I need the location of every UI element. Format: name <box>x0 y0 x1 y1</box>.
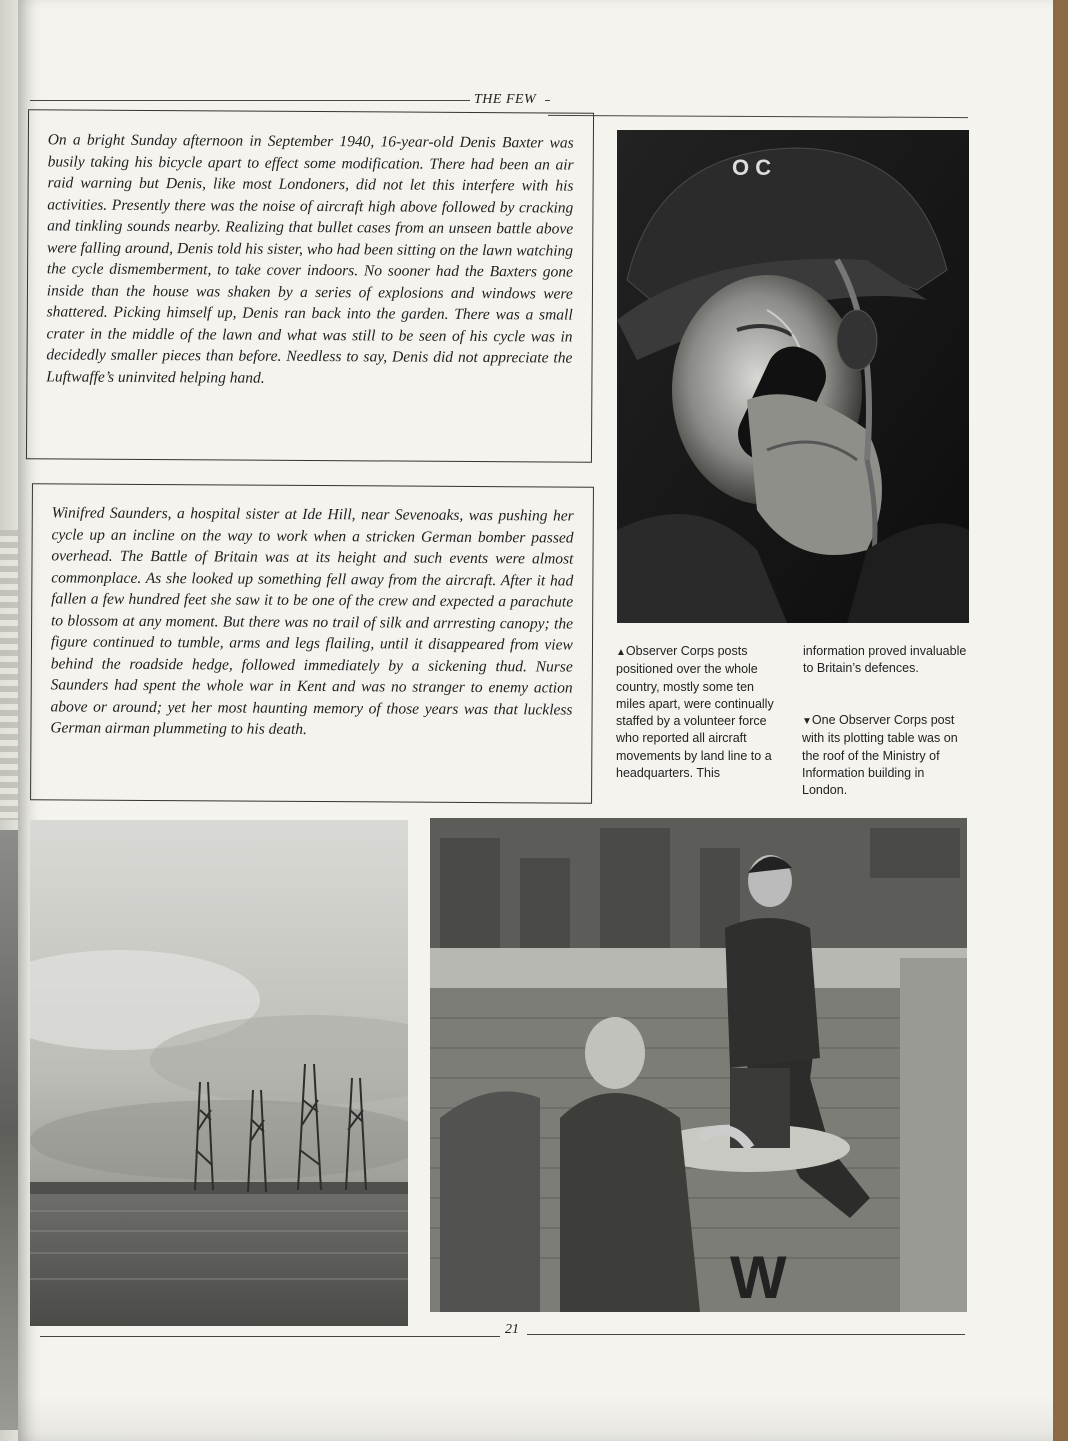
photo-ministry-rooftop-post <box>430 818 967 1312</box>
radar-masts-illustration <box>30 820 408 1326</box>
facing-page-text-fragment <box>0 530 18 820</box>
caption-observer-corps-col1: ▲Observer Corps posts positioned over the whole country, mostly some ten miles apart, were continually staffed by a volunteer force who reported all aircraft movements by land line to a headquarters. This <box>616 644 774 781</box>
running-head: THE FEW <box>474 92 537 107</box>
photo-observer-corps-man <box>617 130 969 623</box>
caption-observer-corps-col2: information proved invaluable to Britain’s defences. <box>803 644 967 676</box>
caption-down-triangle-icon: ▼ <box>802 716 812 727</box>
header-rule-left <box>30 100 470 101</box>
footer-rule-right <box>527 1334 965 1335</box>
anecdote-saunders-text: Winifred Saunders, a hospital sister at Ide Hill, near Sevenoaks, was pushing her cycle up an incline on the way to work when a stricken German bomber passed overhead. The Battle of Britain was at its height and such events were almost commonplace. As she looked up something fell away from the aircraft. After it had fallen a few hundred feet she saw it to be one of the crew and expected a parachute to blossom at any moment. But there was no trail of silk and arrresting canopy; the figure continued to tumble, arms and legs flailing, until it disappeared from view behind the roadside hedge, followed immediately by a sickening thud. Nurse Saunders had spent the whole war in Kent and was no stranger to enemy action above or around; yet her most haunting memory of those years was that luckless German airman plummeting to his death. <box>50 504 574 738</box>
helmet-lettering: O C <box>732 155 772 180</box>
caption-ministry-roof: ▼One Observer Corps post with its plotting table was on the roof of the Ministry of Information building in London. <box>802 713 958 798</box>
page-number: 21 <box>505 1322 519 1337</box>
photo-radar-masts <box>30 820 408 1326</box>
observer-illustration <box>617 130 969 623</box>
footer-rule-left <box>40 1336 500 1337</box>
caption-up-triangle-icon: ▲ <box>616 647 626 658</box>
anecdote-baxter-text: On a bright Sunday afternoon in September 1940, 16-year-old Denis Baxter was busily taking his bicycle apart to effect some modification. There had been an air raid warning but Denis, like most Londoners, did not let this interfere with his activities. Presently there was the noise of aircraft high above followed by cracking and tinkling sounds nearby. Realizing that bullet cases from an unseen battle above were falling around, Denis told his sister, who had been sitting on the lawn watching the cycle dismemberment, to take cover indoors. No sooner had the Baxters gone inside than the house was shaken by a series of explosions and windows were shattered. Picking himself up, Denis ran back into the garden. There was a small crater in the middle of the lawn and what was still to be seen of his cycle was in decidedly smaller pieces than before. Needless to say, Denis did not appreciate the Luftwaffe’s uninvited helping hand. <box>46 131 574 387</box>
sign-lettering: W <box>730 1244 787 1311</box>
rooftop-post-illustration <box>430 818 967 1312</box>
